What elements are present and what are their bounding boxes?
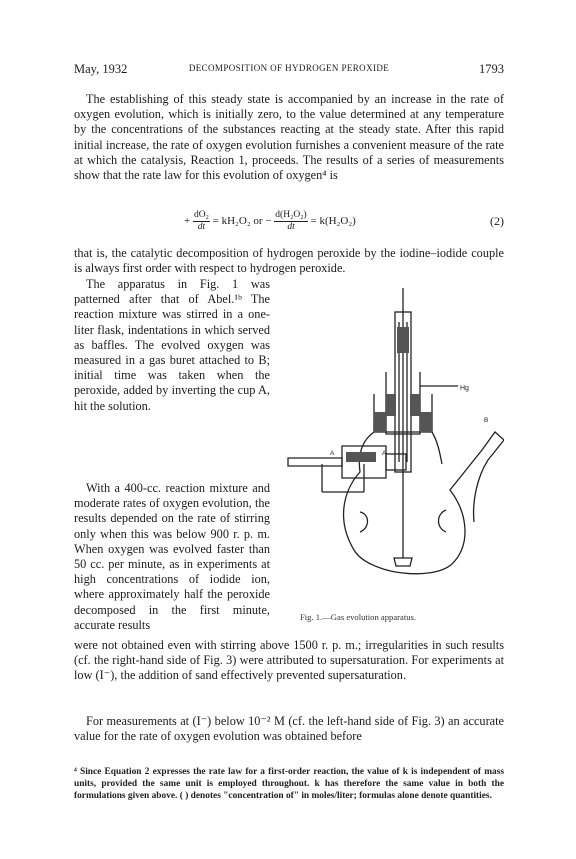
footnote-4: ⁴ Since Equation 2 expresses the rate law for a first-order reaction, the value of k is independent of mass units, provided the same unit is employed throughout. k has therefore the same value in both the formulations given above. ( ) denotes "concentration of" in moles/liter; formulas alone denote quantities. — [74, 767, 504, 802]
page-number: 1793 — [479, 62, 504, 76]
label-b: B — [484, 417, 489, 424]
paragraph-apparatus: The apparatus in Fig. 1 was patterned after that of Abel.¹ᵇ The reaction mixture was stirred in a one-liter flask, indentations in which served as baffles. The evolved oxygen was measured in a gas buret attached to B; initial time was taken when the peroxide, added by inverting the cup A, hit the solution. — [74, 277, 270, 413]
label-a-right: A — [382, 450, 387, 457]
fraction-do2-dt: $\frac{\text{dO₂}}{dt}$ — [193, 210, 209, 232]
equation-2: + $\frac{\text{dO₂}}{dt}$ = kH₂O₂ or − $\frac{\text{d(H₂O₂)}}{dt}$ = k(H₂O₂) (2) — [184, 210, 504, 232]
fraction-dh2o2-dt: $\frac{\text{d(H₂O₂)}}{dt}$ — [275, 210, 307, 232]
paragraph-steady-state: The establishing of this steady state is accompanied by an increase in the rate of oxygen evolution, which is initially zero, to the value determined at any temperature by the concentrations of the substances reacting at the steady state. After this rapid initial increase, the rate of oxygen evolution furnishes a convenient measure of the rate at which the catalysis, Reaction 1, proceeds. The results of a series of measurements show that the rate law for this evolution of oxygen⁴ is — [74, 92, 504, 183]
header-title: DECOMPOSITION OF HYDROGEN PEROXIDE — [188, 63, 390, 73]
paragraph-supersaturation: were not obtained even with stirring above 1500 r. p. m.; irregularities in such results (cf. the right-hand side of Fig. 3) were attributed to supersaturation. For experiments at low (I⁻), the addition of sand effectively prevented supersaturation. — [74, 638, 504, 683]
equation-middle: = kH₂O₂ or − — [212, 215, 272, 228]
paragraph-low-iodide: For measurements at (I⁻) below 10⁻² M (cf. the left-hand side of Fig. 3) an accurate value for the rate of oxygen evolution was obtained before — [74, 714, 504, 744]
paragraph-stirring: With a 400-cc. reaction mixture and moderate rates of oxygen evolution, the results depended on the rate of stirring only when this was below 900 r. p. m. When oxygen was evolved faster than 50 cc. per minute, as in experiments at high concentrations of iodide ion, where approximately half the peroxide decomposed in the first minute, accurate results — [74, 481, 270, 632]
equation-number: (2) — [490, 214, 504, 228]
header-date: May, 1932 — [74, 62, 128, 76]
label-a-left: A — [330, 450, 335, 457]
figure-caption: Fig. 1.—Gas evolution apparatus. — [300, 612, 416, 622]
gas-evolution-apparatus-figure — [282, 282, 504, 592]
paragraph-first-order: that is, the catalytic decomposition of hydrogen peroxide by the iodine–iodide couple is always first order with respect to hydrogen peroxide. — [74, 246, 504, 276]
label-hg: Hg — [460, 385, 469, 392]
running-header — [74, 62, 504, 80]
equation-rhs: = k(H₂O₂) — [310, 215, 356, 228]
